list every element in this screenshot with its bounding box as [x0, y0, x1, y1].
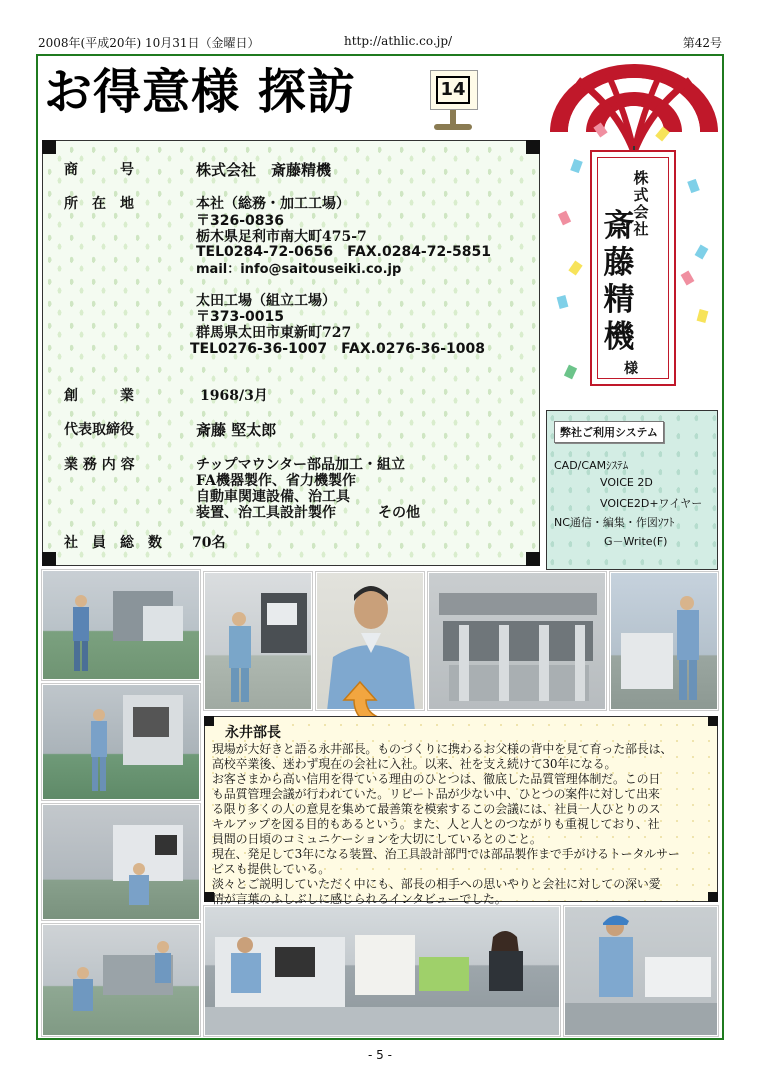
interview-line: ビスも提供している。	[212, 862, 331, 876]
banner-honorific: 様	[624, 361, 638, 377]
business-line: 装置、治工具設計製作 その他	[196, 505, 420, 521]
system-line: VOICE2D+ワイヤー	[600, 497, 703, 510]
hq-mail[interactable]: mail：info@saitouseiki.co.jp	[196, 262, 402, 277]
photo-equipment-assembly	[610, 572, 718, 710]
location-label: 所 在 地	[64, 196, 134, 212]
factory-name: 太田工場（組立工場）	[196, 293, 336, 309]
business-line: FA機器製作、省力機製作	[196, 473, 356, 489]
photo-cnc-machine	[42, 684, 200, 800]
series-number: 14	[436, 76, 470, 104]
interview-line: 現場が大好きと語る永井部長。ものづくりに携わるお父様の背中を見て育った部長は、	[212, 742, 673, 756]
interview-line: キルアップを図る目的もあるという。また、人と人とのつながりも重視しており、社	[212, 817, 660, 831]
interview-line: 員間の日頃のコミュニケーションを大切にしているとのこと。	[212, 832, 542, 846]
interview-line: 現在、発足して3年になる装置、治工具設計部門では部品製作まで手がけるトータルサー	[212, 847, 680, 861]
sign-base	[434, 124, 472, 130]
photo-machined-parts	[428, 572, 606, 710]
box-corner	[708, 892, 718, 902]
systems-title: 弊社ご利用システム	[554, 421, 664, 443]
founded-date: 1968/3月	[200, 388, 268, 404]
photo-machine-operator	[204, 572, 312, 710]
photo-factory-machining	[42, 570, 200, 680]
box-corner	[204, 716, 214, 726]
hq-zip: 〒326-0836	[196, 213, 284, 229]
interview-line: 情が言葉のふしぶしに感じられるインタビューでした。	[212, 892, 507, 906]
box-corner	[526, 140, 540, 154]
business-line: 自動車関連設備、治工具	[196, 489, 350, 505]
series-number-sign	[422, 62, 488, 134]
issue-date: 2008年(平成20年) 10月31日（金曜日）	[38, 36, 260, 50]
page-number: - 5 -	[368, 1048, 392, 1062]
interview-line: 高校卒業後、迷わず現在の会社に入社。以来、社を支え続けて30年になる。	[212, 757, 617, 771]
box-corner	[42, 552, 56, 566]
ceo-name: 斎藤 堅太郎	[196, 421, 277, 439]
interview-line: お客さまから高い信用を得ている理由のひとつは、徹底した品質管理体制だ。この日	[212, 772, 661, 786]
hq-name: 本社（総務・加工工場）	[196, 196, 350, 212]
factory-address: 群馬県太田市東新町727	[196, 325, 352, 341]
hq-tel-fax: TEL0284-72-0656 FAX.0284-72-5851	[196, 244, 492, 260]
system-line: VOICE 2D	[600, 476, 653, 489]
issue-number: 第42号	[682, 36, 722, 50]
box-corner	[708, 716, 718, 726]
business-label: 業 務 内 容	[64, 457, 135, 473]
system-line: CAD/CAMｼｽﾃﾑ	[554, 459, 629, 472]
factory-tel-fax: TEL0276-36-1007 FAX.0276-36-1008	[190, 341, 486, 357]
photo-desk-work	[564, 906, 718, 1036]
photo-assembly-work	[42, 924, 200, 1036]
banner-corp: 株式会社	[633, 169, 649, 238]
site-url[interactable]: http://athlic.co.jp/	[344, 34, 453, 48]
hq-address: 栃木県足利市南大町475-7	[196, 229, 367, 245]
interview-line: 淡々とご説明していただく中にも、部長の相手への思いやりと会社に対しての深い愛	[212, 877, 661, 891]
business-line: チップマウンター部品加工・組立	[196, 457, 406, 473]
company-name: 株式会社 斎藤精機	[196, 161, 332, 179]
banner-company-name: 斎藤精機	[603, 208, 635, 355]
interview-line: る限り多くの人の意見を集めて最善策を模索するこの会議には、社員一人ひとりのス	[212, 802, 661, 816]
system-line: G－Write(F)	[604, 535, 668, 548]
photo-operator-panel	[42, 804, 200, 920]
interview-heading: 永井部長	[225, 725, 281, 741]
page-header	[38, 34, 722, 52]
employees-count: 70名	[192, 535, 226, 551]
photo-office-staff	[204, 906, 560, 1036]
founded-label: 創 業	[64, 388, 134, 404]
employees-label: 社 員 総 数	[64, 535, 162, 551]
box-corner	[42, 140, 56, 154]
box-corner	[526, 552, 540, 566]
factory-zip: 〒373-0015	[196, 309, 284, 325]
company-name-label: 商 号	[64, 162, 134, 178]
system-line: NC通信・編集・作図ｿﾌﾄ	[554, 516, 675, 529]
interview-line: も品質管理会議が行われていた。リピート品が少ない中、ひとつの案件に対して出来	[212, 787, 660, 801]
page-title: お得意様 探訪	[44, 64, 356, 120]
ceo-label: 代表取締役	[64, 422, 134, 438]
